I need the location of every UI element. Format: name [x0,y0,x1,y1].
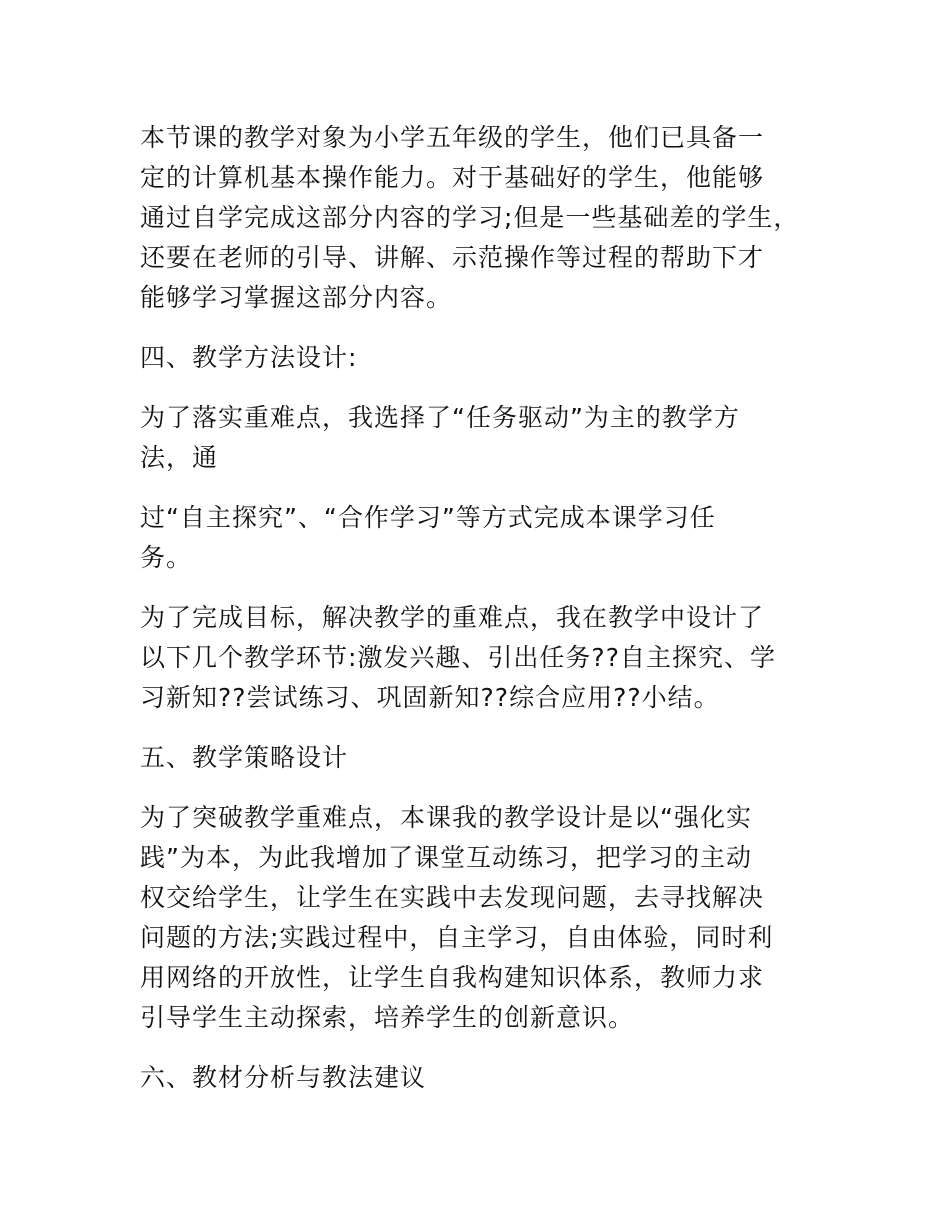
paragraph-line: 通过自学完成这部分内容的学习;但是一些基础差的学生， [140,203,800,232]
section-heading: 六、教材分析与教法建议 [140,1063,427,1092]
paragraph-line: 过“自主探究”、“合作学习”等方式完成本课学习任 [140,503,716,532]
paragraph-line: 还要在老师的引导、讲解、示范操作等过程的帮助下才 [140,243,765,272]
paragraph-line: 权交给学生，让学生在实践中去发现问题，去寻找解决 [140,883,765,912]
paragraph-line: 以下几个教学环节:激发兴趣、引出任务??自主探究、学 [140,643,776,672]
paragraph-line: 本节课的教学对象为小学五年级的学生，他们已具备一 [140,123,765,152]
paragraph-line: 问题的方法;实践过程中，自主学习，自由体验，同时利 [140,923,774,952]
paragraph-line: 引导学生主动探索，培养学生的创新意识。 [140,1003,635,1032]
paragraph-line: 用网络的开放性，让学生自我构建知识体系，教师力求 [140,963,765,992]
paragraph-line: 法，通 [140,443,219,472]
paragraph-line: 能够学习掌握这部分内容。 [140,283,453,312]
paragraph-line: 为了完成目标，解决教学的重难点，我在教学中设计了 [140,603,765,632]
paragraph-line: 践”为本，为此我增加了课堂互动练习，把学习的主动 [140,843,752,872]
section-heading: 四、教学方法设计: [140,343,358,372]
paragraph-line: 务。 [140,543,193,572]
paragraph-line: 为了落实重难点，我选择了“任务驱动”为主的教学方 [140,403,740,432]
paragraph-line: 为了突破教学重难点，本课我的教学设计是以“强化实 [140,803,752,832]
paragraph-line: 习新知??尝试练习、巩固新知??综合应用??小结。 [140,683,720,712]
section-heading: 五、教学策略设计 [140,743,349,772]
paragraph-line: 定的计算机基本操作能力。对于基础好的学生，他能够 [140,163,765,192]
